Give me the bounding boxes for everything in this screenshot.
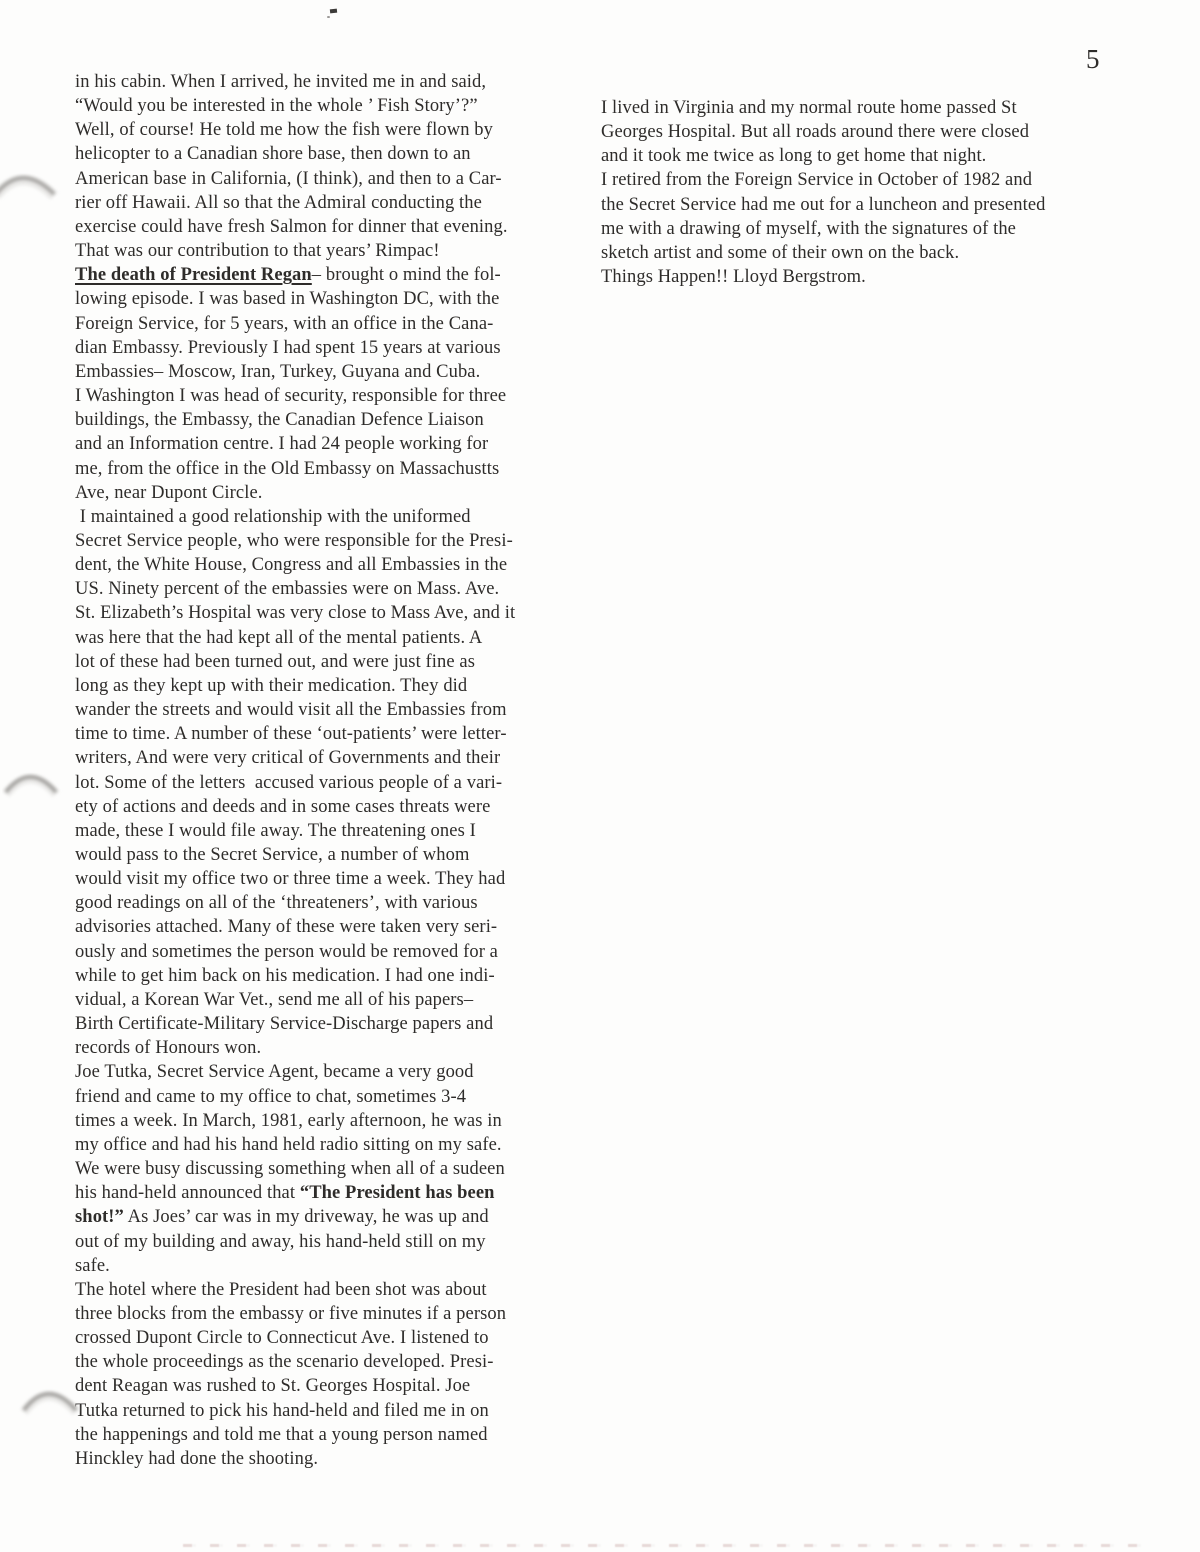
text-segment: the whole proceedings as the scenario developed. Presi- xyxy=(75,1352,494,1373)
text-segment: wander the streets and would visit all the Embassies from xyxy=(75,700,507,721)
text-line xyxy=(75,940,580,964)
text-line xyxy=(601,217,1149,241)
text-segment: I retired from the Foreign Service in October of 1982 and xyxy=(601,170,1033,191)
text-line xyxy=(75,1012,580,1036)
text-segment: the Secret Service had me out for a luncheon and presented xyxy=(601,194,1046,215)
text-segment: would pass to the Secret Service, a number of whom xyxy=(75,845,470,865)
text-line xyxy=(75,287,580,311)
text-segment: Georges Hospital. But all roads around there were closed xyxy=(601,122,1030,143)
text-line xyxy=(75,529,580,553)
text-segment: times a week. In March, 1981, early afternoon, he was in xyxy=(75,1110,502,1131)
text-segment: me with a drawing of myself, with the signatures of the xyxy=(601,218,1016,239)
text-line xyxy=(75,1302,580,1326)
text-line xyxy=(601,144,1149,168)
text-line xyxy=(75,1060,580,1084)
text-segment: writers, And were very critical of Governments and their xyxy=(75,748,501,769)
text-segment: lowing episode. I was based in Washington DC, with the xyxy=(75,289,500,310)
text-segment: That was our contribution to that years’ Rimpac! xyxy=(75,241,440,262)
text-segment: Hinckley had done the shooting. xyxy=(75,1448,319,1469)
text-segment: in his cabin. When I arrived, he invited me in and said, xyxy=(75,72,487,92)
text-segment: dent Reagan was rushed to St. Georges Hospital. Joe xyxy=(75,1376,471,1397)
text-segment: As Joes’ car was in my driveway, he was up and xyxy=(123,1207,489,1228)
text-segment: US. Ninety percent of the embassies were on Mass. Ave. xyxy=(75,579,500,600)
text-segment: and it took me twice as long to get home that night. xyxy=(601,146,987,167)
text-segment: his hand-held announced that xyxy=(75,1183,300,1204)
text-line xyxy=(75,843,580,867)
text-segment: I lived in Virginia and my normal route home passed St xyxy=(601,98,1017,118)
text-segment: ety of actions and deeds and in some cases threats were xyxy=(75,796,491,817)
text-segment: Tutka returned to pick his hand-held and filed me in on xyxy=(75,1400,489,1421)
text-line xyxy=(75,457,580,481)
text-segment: Things Happen!! Lloyd Bergstrom. xyxy=(601,267,866,288)
text-line xyxy=(75,964,580,988)
text-line xyxy=(75,819,580,843)
text-line xyxy=(75,867,580,891)
text-line xyxy=(75,215,580,239)
text-segment: – brought o mind the fol- xyxy=(311,265,501,286)
text-line xyxy=(75,1447,580,1471)
text-line xyxy=(75,1109,580,1133)
text-line xyxy=(75,1326,580,1350)
text-line xyxy=(75,1157,580,1181)
text-segment: me, from the office in the Old Embassy on Massachustts xyxy=(75,458,500,479)
text-segment: records of Honours won. xyxy=(75,1038,262,1059)
text-line xyxy=(75,601,580,625)
text-line xyxy=(75,988,580,1012)
scan-smudge-arc xyxy=(0,150,70,212)
text-segment: advisories attached. Many of these were taken very seri- xyxy=(75,917,498,938)
text-line xyxy=(75,1423,580,1447)
text-line xyxy=(75,94,580,118)
text-segment: “Would you be interested in the whole ’ Fish Story’?” xyxy=(75,96,478,117)
text-line xyxy=(601,168,1149,192)
text-segment: while to get him back on his medication. I had one indi- xyxy=(75,965,495,986)
text-segment: Joe Tutka, Secret Service Agent, became a very good xyxy=(75,1062,474,1083)
text-segment: Embassies– Moscow, Iran, Turkey, Guyana and Cuba. xyxy=(75,361,481,382)
text-line xyxy=(75,650,580,674)
text-segment: Foreign Service, for 5 years, with an office in the Cana- xyxy=(75,313,494,334)
text-line xyxy=(75,191,580,215)
text-segment: and an Information centre. I had 24 people working for xyxy=(75,434,489,455)
text-segment: ously and sometimes the person would be removed for a xyxy=(75,941,498,962)
text-segment: was here that the had kept all of the mental patients. A xyxy=(75,627,483,648)
text-line xyxy=(75,70,580,94)
text-line xyxy=(75,481,580,505)
text-line xyxy=(75,167,580,191)
text-line xyxy=(75,1205,580,1229)
scan-smudge-arc xyxy=(2,752,66,808)
scan-edge-noise xyxy=(183,1544,1141,1547)
text-segment: out of my building and away, his hand-held still on my xyxy=(75,1231,486,1252)
text-segment: American base in California, (I think), and then to a Car- xyxy=(75,168,502,189)
text-segment: safe. xyxy=(75,1255,110,1276)
text-segment: made, these I would file away. The threatening ones I xyxy=(75,820,476,841)
text-segment: would visit my office two or three time a week. They had xyxy=(75,869,506,890)
text-line xyxy=(75,118,580,142)
text-segment: dent, the White House, Congress and all Embassies in the xyxy=(75,555,508,576)
text-line xyxy=(601,120,1149,144)
text-segment: my office and had his hand held radio sitting on my safe. xyxy=(75,1134,502,1155)
text-line xyxy=(75,336,580,360)
scan-speck xyxy=(327,16,330,18)
text-line xyxy=(75,915,580,939)
text-line xyxy=(75,1350,580,1374)
text-line xyxy=(75,674,580,698)
text-segment: dian Embassy. Previously I had spent 15 years at various xyxy=(75,337,501,358)
text-segment: rier off Hawaii. All so that the Admiral conducting the xyxy=(75,192,482,213)
text-line xyxy=(75,1085,580,1109)
text-line xyxy=(75,408,580,432)
page-number: 5 xyxy=(1086,44,1100,74)
text-line xyxy=(601,193,1149,217)
text-segment: St. Elizabeth’s Hospital was very close to Mass Ave, and it xyxy=(75,603,516,624)
text-segment: sketch artist and some of their own on the back. xyxy=(601,242,960,263)
text-segment: I Washington I was head of security, responsible for three xyxy=(75,386,507,407)
text-line xyxy=(75,505,580,529)
text-segment: Well, of course! He told me how the fish were flown by xyxy=(75,120,493,141)
text-segment: Birth Certificate-Military Service-Discharge papers and xyxy=(75,1014,494,1035)
text-line xyxy=(75,263,580,287)
right-column xyxy=(601,96,1149,289)
text-line xyxy=(75,384,580,408)
text-line xyxy=(601,265,1149,289)
text-line xyxy=(75,553,580,577)
text-segment: vidual, a Korean War Vet., send me all of his papers– xyxy=(75,989,474,1010)
text-line xyxy=(75,239,580,263)
text-line xyxy=(75,1254,580,1278)
text-segment: Ave, near Dupont Circle. xyxy=(75,482,263,503)
text-segment: buildings, the Embassy, the Canadian Defence Liaison xyxy=(75,410,484,431)
text-line xyxy=(75,795,580,819)
text-line xyxy=(601,241,1149,265)
text-segment: Secret Service people, who were responsible for the Presi- xyxy=(75,530,513,551)
emphasized-text: The death of President Regan xyxy=(75,265,312,286)
left-column xyxy=(75,70,580,1471)
text-segment: exercise could have fresh Salmon for dinner that evening. xyxy=(75,216,508,237)
text-segment: The hotel where the President had been shot was about xyxy=(75,1279,487,1300)
text-line xyxy=(75,142,580,166)
text-segment: time to time. A number of these ‘out-patients’ were letter- xyxy=(75,724,507,745)
text-line xyxy=(75,771,580,795)
text-line xyxy=(75,626,580,650)
text-line xyxy=(75,891,580,915)
text-segment: crossed Dupont Circle to Connecticut Ave. I listened to xyxy=(75,1328,489,1349)
text-line xyxy=(75,1230,580,1254)
text-line xyxy=(75,722,580,746)
text-line xyxy=(75,1399,580,1423)
text-segment: friend and came to my office to chat, sometimes 3-4 xyxy=(75,1086,467,1107)
text-segment: I maintained a good relationship with the uniformed xyxy=(75,506,471,527)
text-line xyxy=(75,1133,580,1157)
scan-speck xyxy=(330,9,337,14)
text-line xyxy=(75,1278,580,1302)
text-line xyxy=(75,360,580,384)
text-segment: three blocks from the embassy or five minutes if a person xyxy=(75,1303,507,1324)
text-line xyxy=(75,1374,580,1398)
text-line xyxy=(75,432,580,456)
text-segment: good readings on all of the ‘threateners’, with various xyxy=(75,893,478,914)
text-segment: lot of these had been turned out, and were just fine as xyxy=(75,651,476,672)
text-line xyxy=(75,312,580,336)
text-segment: long as they kept up with their medication. They did xyxy=(75,675,468,696)
text-line xyxy=(75,1036,580,1060)
emphasized-text: “The President has been xyxy=(299,1183,495,1204)
text-segment: the happenings and told me that a young person named xyxy=(75,1424,488,1445)
text-segment: lot. Some of the letters accused various people of a vari- xyxy=(75,772,503,793)
text-line xyxy=(75,1181,580,1205)
text-line xyxy=(601,96,1149,120)
text-line xyxy=(75,746,580,770)
emphasized-text: shot!” xyxy=(75,1207,124,1228)
text-segment: helicopter to a Canadian shore base, then down to an xyxy=(75,144,471,165)
text-line xyxy=(75,577,580,601)
text-line xyxy=(75,698,580,722)
text-segment: We were busy discussing something when all of a sudeen xyxy=(75,1159,505,1180)
